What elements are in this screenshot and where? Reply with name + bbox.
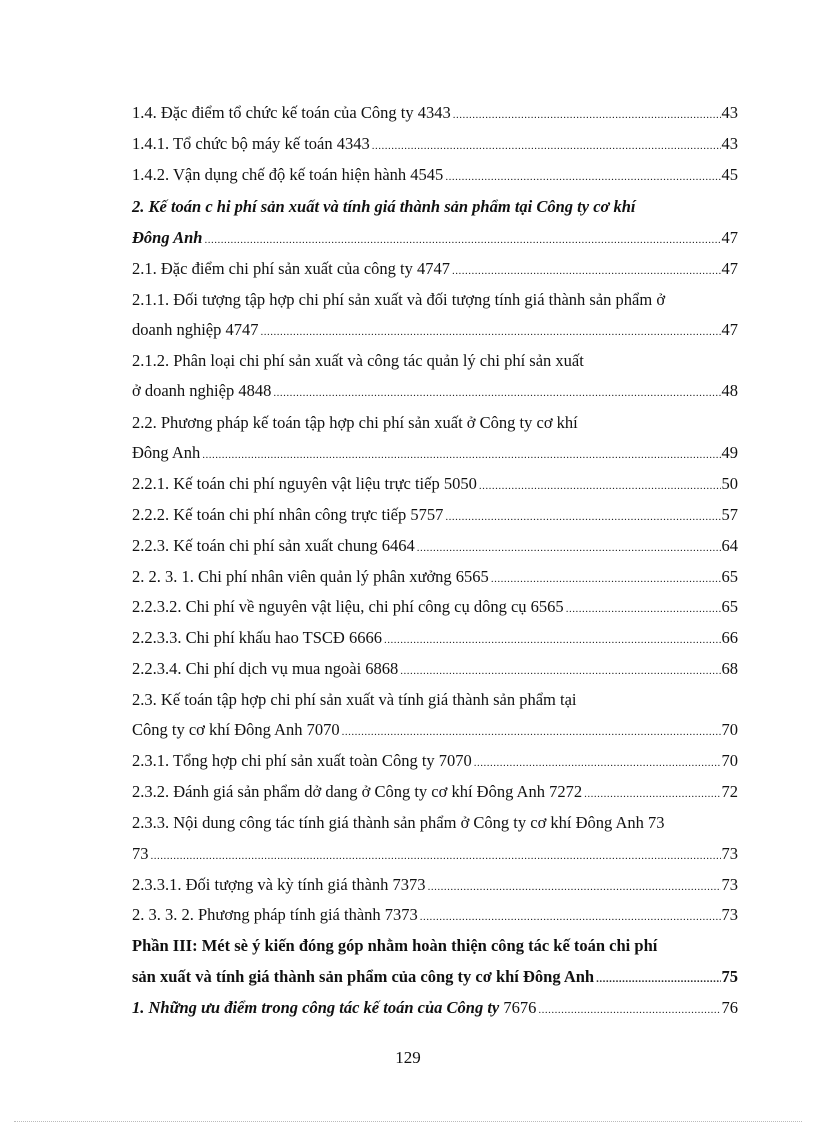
toc-entry: Đông Anh ..... 47 (132, 224, 738, 252)
toc-part-heading: Phần III: Mét sè ý kiến đóng góp nhằm hoàn thiện công tác kế toán chi phí (132, 936, 658, 955)
toc-entry: sản xuất và tính giá thành sản phẩm của công ty cơ khí Đông Anh ..... 75 (132, 963, 738, 991)
toc-entry: 2.3.3.1. Đối tượng và kỳ tính giá thành 7373 ..... 73 (132, 871, 738, 899)
toc-entry: 73 ..... 73 (132, 840, 738, 868)
page-number: 129 (395, 1048, 421, 1067)
toc-entry: Đông Anh ..... 49 (132, 439, 738, 467)
toc-entry: 1.4.1. Tổ chức bộ máy kế toán 4343 ..... 43 (132, 130, 738, 158)
toc-entry: 2.2.3.3. Chi phí khấu hao TSCĐ 6666 ..... 66 (132, 624, 738, 652)
toc-entry: doanh nghiệp 4747 ..... 47 (132, 316, 738, 344)
toc-entry-wrap: 2.3. Kế toán tập hợp chi phí sản xuất và tính giá thành sản phẩm tại (132, 690, 577, 709)
toc-entry: 1.4. Đặc điểm tổ chức kế toán của Công ty 4343 ..... 43 (132, 99, 738, 127)
toc-entry-wrap: 2.2. Phương pháp kế toán tập hợp chi phí sản xuất ở Công ty cơ khí (132, 413, 578, 432)
toc-entry: 1. Những ưu điểm trong công tác kế toán của Công ty 7676 ..... 76 (132, 994, 738, 1022)
toc-entry: ở doanh nghiệp 4848 ..... 48 (132, 377, 738, 405)
toc-entry: 2.2.3.2. Chi phí về nguyên vật liệu, chi phí công cụ dông cụ 6565 ..... 65 (132, 593, 738, 621)
toc-entry: 2.2.3.4. Chi phí dịch vụ mua ngoài 6868 ..... 68 (132, 655, 738, 683)
toc-entry: 2.3.1. Tổng hợp chi phí sản xuất toàn Công ty 7070 ..... 70 (132, 747, 738, 775)
toc-entry-wrap: 2.1.2. Phân loại chi phí sản xuất và công tác quản lý chi phí sản xuất (132, 351, 584, 370)
toc-entry: 1.4.2. Vận dụng chế độ kế toán hiện hành 4545 ..... 45 (132, 161, 738, 189)
toc-entry-wrap: 2.3.3. Nội dung công tác tính giá thành sản phẩm ở Công ty cơ khí Đông Anh 73 (132, 813, 665, 832)
toc-entry: 2.3.2. Đánh giá sản phẩm dở dang ở Công ty cơ khí Đông Anh 7272 ..... 72 (132, 778, 738, 806)
toc-entry-wrap: 2.1.1. Đối tượng tập hợp chi phí sản xuất và đối tượng tính giá thành sản phẩm ở (132, 290, 666, 309)
toc-entry: Công ty cơ khí Đông Anh 7070 ..... 70 (132, 716, 738, 744)
toc-section-heading: 2. Kế toán c hi phí sản xuất và tính giá thành sản phẩm tại Công ty cơ khí (132, 197, 636, 216)
toc-entry: 2.2.3. Kế toán chi phí sản xuất chung 6464 ..... 64 (132, 532, 738, 560)
toc-entry: 2. 3. 3. 2. Phương pháp tính giá thành 7373 ..... 73 (132, 901, 738, 929)
toc-entry: 2.1. Đặc điểm chi phí sản xuất của công ty 4747 ..... 47 (132, 255, 738, 283)
toc-entry: 2.2.2. Kế toán chi phí nhân công trực tiếp 5757 ..... 57 (132, 501, 738, 529)
toc-entry: 2. 2. 3. 1. Chi phí nhân viên quản lý phân xưởng 6565 ..... 65 (132, 563, 738, 591)
toc-entry: 2.2.1. Kế toán chi phí nguyên vật liệu trực tiếp 5050 ..... 50 (132, 470, 738, 498)
page-bottom-divider (14, 1121, 802, 1122)
